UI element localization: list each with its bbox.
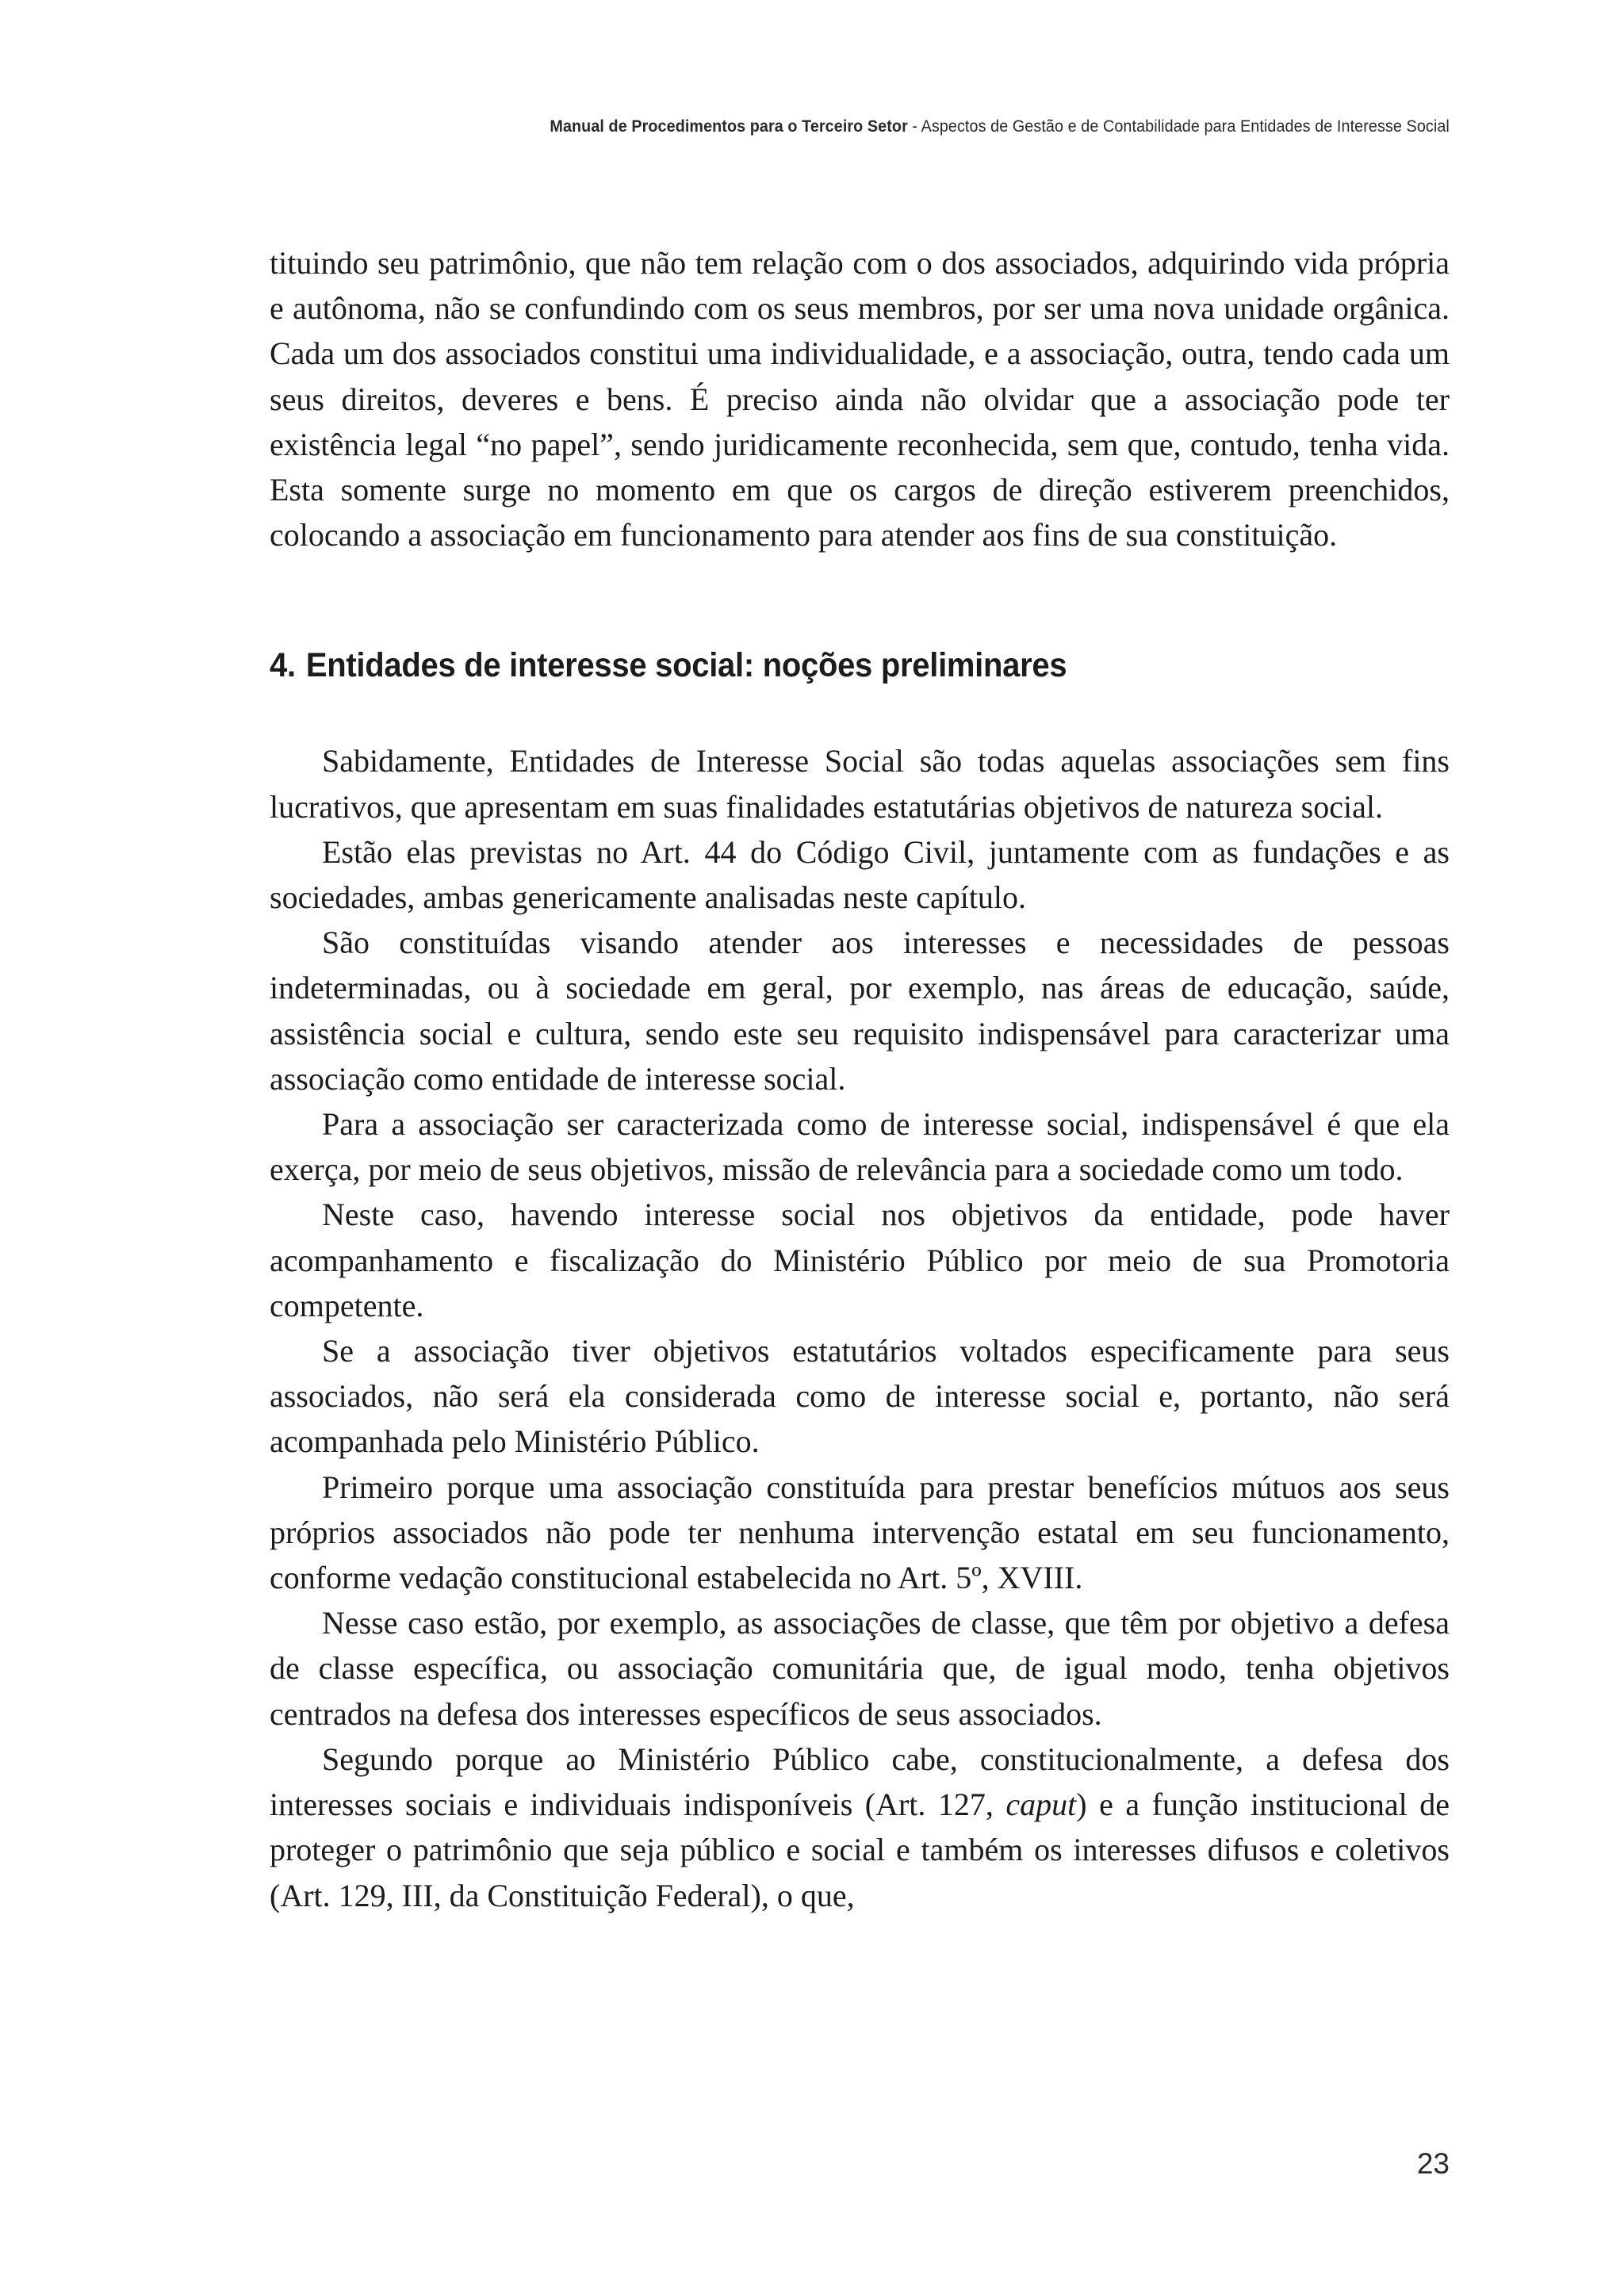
continuation-paragraph: tituindo seu patrimônio, que não tem relação com o dos associados, adquirindo vida própria e autônoma, não se confundindo com os seus membros, por ser uma nova unidade orgânica. Cada um dos associados constitui uma individualidade, e a associação, outra, tendo cada um seus direitos, deveres e bens. É preciso ainda não olvidar que a associação pode ter existência legal “no papel”, sendo juridicamente reconhecida, sem que, contudo, tenha vida. Esta somente surge no momento em que os cargos de direção estiverem preenchidos, colocando a associação em funcionamento para atender aos fins de sua constituição. [270, 245, 1450, 553]
body-paragraph-1: Sabidamente, Entidades de Interesse Social são todas aquelas associações sem fins lucrativos, que apresentam em suas finalidades estatutárias objetivos de natureza social. [270, 743, 1450, 825]
body-paragraph-3: São constituídas visando atender aos interesses e necessidades de pessoas indeterminadas, ou à sociedade em geral, por exemplo, nas áreas de educação, saúde, assistência social e cultura, sendo este seu requisito indispensável para caracterizar uma associação como entidade de interesse social. [270, 925, 1450, 1097]
running-header [550, 117, 1450, 136]
running-header-title: Manual de Procedimentos para o Terceiro Setor [550, 117, 908, 136]
body-paragraph-7: Primeiro porque uma associação constituída para prestar benefícios mútuos aos seus próprios associados não pode ter nenhuma intervenção estatal em seu funcionamento, conforme vedação constitucional estabelecida no Art. 5º, XVIII. [270, 1469, 1450, 1596]
body-paragraph-2: Estão elas previstas no Art. 44 do Código Civil, juntamente com as fundações e as sociedades, ambas genericamente analisadas neste capítulo. [270, 833, 1450, 916]
paragraph-9-text-end: ) e a função institucional de proteger o patrimônio que seja público e social e também os interesses difusos e coletivos (Art. 129, III, da Constituição Federal), o que, [270, 1787, 1450, 1913]
page-number: 23 [1416, 2147, 1450, 2180]
body-paragraph-8: Nesse caso estão, por exemplo, as associações de classe, que têm por objetivo a defesa de classe específica, ou associação comunitária que, de igual modo, tenha objetivos centrados na defesa dos interesses específicos de seus associados. [270, 1605, 1450, 1732]
paragraph-9-text-start: Segundo porque ao Ministério Público cabe, constitucionalmente, a defesa dos interesses sociais e individuais indisponíveis (Art. 127, [270, 1741, 1450, 1823]
running-header-separator: - [907, 117, 921, 136]
body-paragraph-9 [270, 1737, 1450, 1918]
page-content [270, 240, 1450, 1918]
section-heading [270, 643, 1367, 687]
section-title: Entidades de interesse social: noções preliminares [305, 646, 1067, 685]
running-header-subtitle: Aspectos de Gestão e de Contabilidade para Entidades de Interesse Social [921, 117, 1450, 136]
body-paragraph-6: Se a associação tiver objetivos estatutários voltados especificamente para seus associados, não será ela considerada como de interesse social e, portanto, não será acompanhada pelo Ministério Público. [270, 1333, 1450, 1460]
paragraph-9-italic-term: caput [1005, 1787, 1077, 1823]
body-paragraph-5: Neste caso, havendo interesse social nos objetivos da entidade, pode haver acompanhamento e fiscalização do Ministério Público por meio de sua Promotoria competente. [270, 1197, 1450, 1323]
section-number: 4. [270, 646, 296, 685]
body-paragraph-4: Para a associação ser caracterizada como de interesse social, indispensável é que ela exerça, por meio de seus objetivos, missão de relevância para a sociedade como um todo. [270, 1106, 1450, 1188]
